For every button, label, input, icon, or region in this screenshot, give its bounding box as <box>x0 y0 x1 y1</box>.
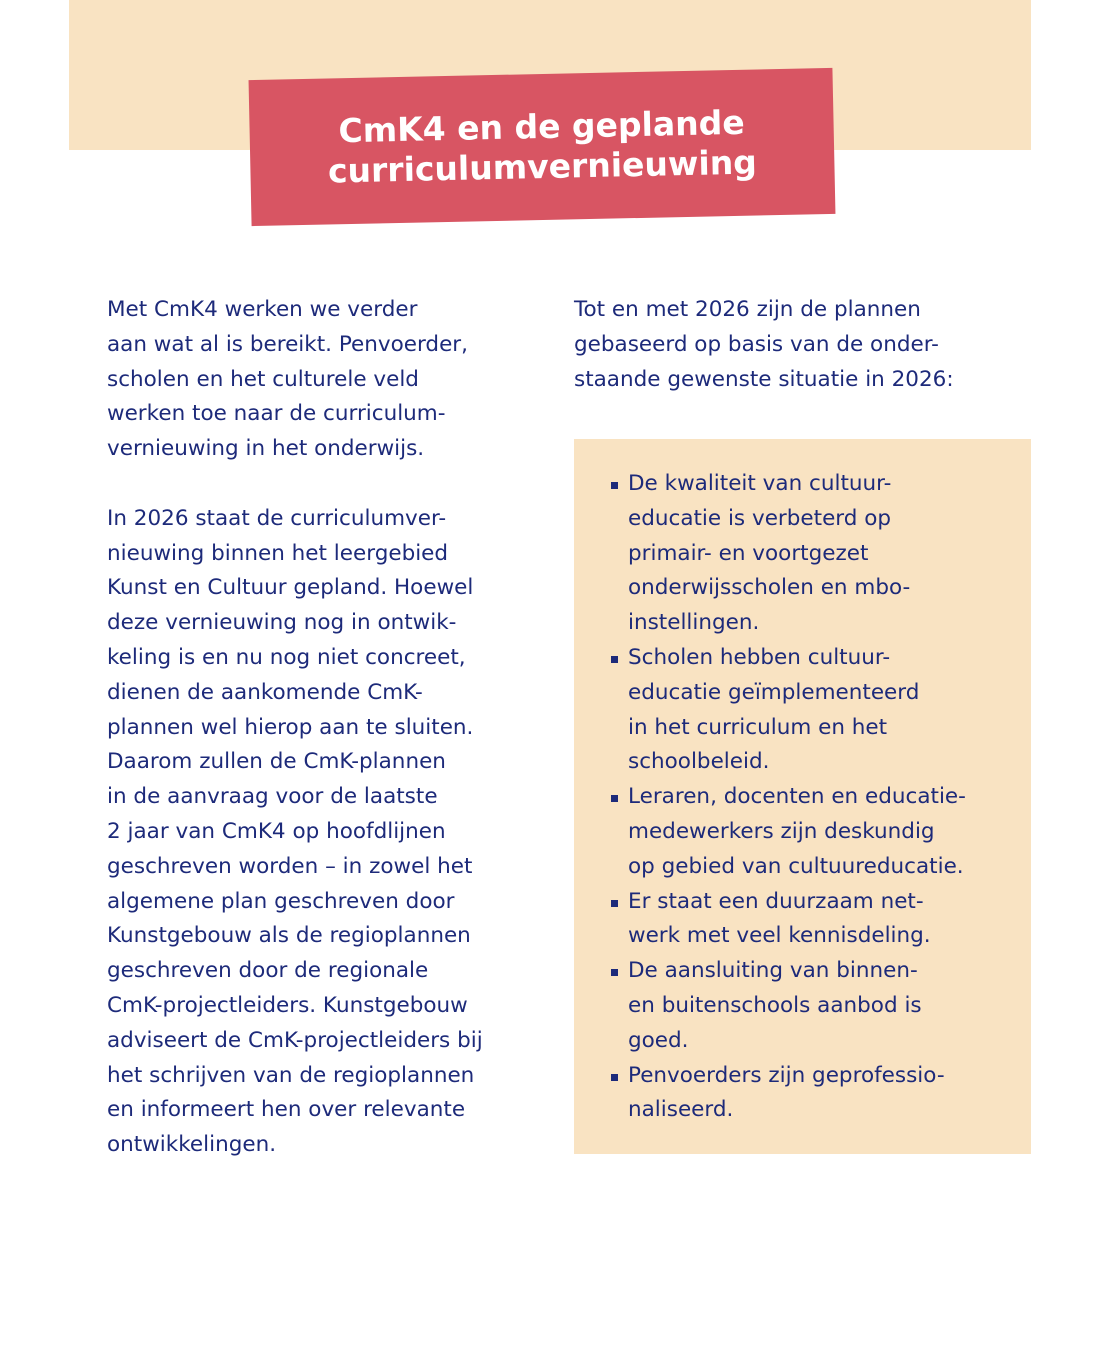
text-line: en buitenschools aanbod is <box>628 992 922 1018</box>
text-line: Kunstgebouw als de regioplannen <box>107 923 471 949</box>
text-line: In 2026 staat de curriculumver- <box>107 505 447 531</box>
goals-box <box>574 439 1031 1154</box>
goal-item-implementation <box>574 641 1031 780</box>
text-line: gebaseerd op basis van de onder- <box>574 331 939 357</box>
text-line: onderwijsscholen en mbo- <box>628 575 911 601</box>
page-title <box>327 103 758 192</box>
text-line: 2 jaar van CmK4 op hoofdlijnen <box>107 818 446 844</box>
text-line: dienen de aankomende CmK- <box>107 679 423 705</box>
text-line: nieuwing binnen het leergebied <box>107 540 449 566</box>
text-line: werk met veel kennisdeling. <box>628 923 931 949</box>
text-line: Tot en met 2026 zijn de plannen <box>574 297 921 322</box>
square-bullet-icon <box>611 1074 618 1081</box>
text-line: deze vernieuwing nog in ontwik- <box>107 610 457 636</box>
text-line: educatie geïmplementeerd <box>628 679 920 705</box>
text-line: ontwikkelingen. <box>107 1132 277 1158</box>
square-bullet-icon <box>611 656 618 663</box>
text-line: keling is en nu nog niet concreet, <box>107 644 466 670</box>
text-line: Met CmK4 werken we verder <box>107 297 418 322</box>
goals-intro-paragraph <box>574 293 1014 397</box>
square-bullet-icon <box>611 795 618 802</box>
text-line: naliseerd. <box>628 1097 734 1123</box>
text-line: goed. <box>628 1027 689 1053</box>
text-line: op gebied van cultuureducatie. <box>628 853 964 879</box>
square-bullet-icon <box>611 900 618 907</box>
square-bullet-icon <box>611 482 618 489</box>
goal-item-expertise <box>574 780 1031 884</box>
goals-list <box>574 467 1031 1128</box>
text-line: Er staat een duurzaam net- <box>628 888 924 914</box>
text-line: Leraren, docenten en educatie- <box>628 784 966 810</box>
intro-paragraph <box>107 293 537 467</box>
text-line: primair- en voortgezet <box>628 540 869 566</box>
text-line: scholen en het culturele veld <box>107 366 419 392</box>
page-title-line-1: CmK4 en de geplande <box>338 102 746 151</box>
goal-item-quality <box>574 467 1031 641</box>
left-column <box>107 293 537 1163</box>
text-line: Scholen hebben cultuur- <box>628 644 891 670</box>
text-line: vernieuwing in het onderwijs. <box>107 436 425 462</box>
text-line: in het curriculum en het <box>628 714 888 740</box>
text-line: staande gewenste situatie in 2026: <box>574 366 954 392</box>
text-line: en informeert hen over relevante <box>107 1097 466 1123</box>
text-line: schoolbeleid. <box>628 749 770 775</box>
square-bullet-icon <box>611 969 618 976</box>
text-line: Kunst en Cultuur gepland. Hoewel <box>107 575 474 601</box>
goal-item-alignment <box>574 954 1031 1058</box>
curriculum-paragraph <box>107 502 537 1163</box>
page-title-line-2: curriculumvernieuwing <box>327 142 758 191</box>
goal-item-network <box>574 885 1031 955</box>
goal-item-professionalization <box>574 1059 1031 1129</box>
text-line: CmK-projectleiders. Kunstgebouw <box>107 992 468 1018</box>
text-line: het schrijven van de regioplannen <box>107 1062 475 1088</box>
text-line: De aansluiting van binnen- <box>628 958 918 984</box>
paragraph-spacer <box>107 467 537 502</box>
title-banner <box>249 68 836 226</box>
text-line: Penvoerders zijn geprofessio- <box>628 1062 945 1088</box>
right-column-intro <box>574 293 1014 397</box>
text-line: instellingen. <box>628 610 760 636</box>
text-line: in de aanvraag voor de laatste <box>107 784 438 810</box>
text-line: De kwaliteit van cultuur- <box>628 471 892 496</box>
text-line: geschreven worden – in zowel het <box>107 853 473 879</box>
text-line: plannen wel hierop aan te sluiten. <box>107 714 474 740</box>
text-line: educatie is verbeterd op <box>628 505 892 531</box>
text-line: adviseert de CmK-projectleiders bij <box>107 1027 483 1053</box>
text-line: Daarom zullen de CmK-plannen <box>107 749 446 775</box>
text-line: algemene plan geschreven door <box>107 888 455 914</box>
text-line: medewerkers zijn deskundig <box>628 818 935 844</box>
text-line: werken toe naar de curriculum- <box>107 401 446 427</box>
text-line: geschreven door de regionale <box>107 958 429 984</box>
text-line: aan wat al is bereikt. Penvoerder, <box>107 331 468 357</box>
